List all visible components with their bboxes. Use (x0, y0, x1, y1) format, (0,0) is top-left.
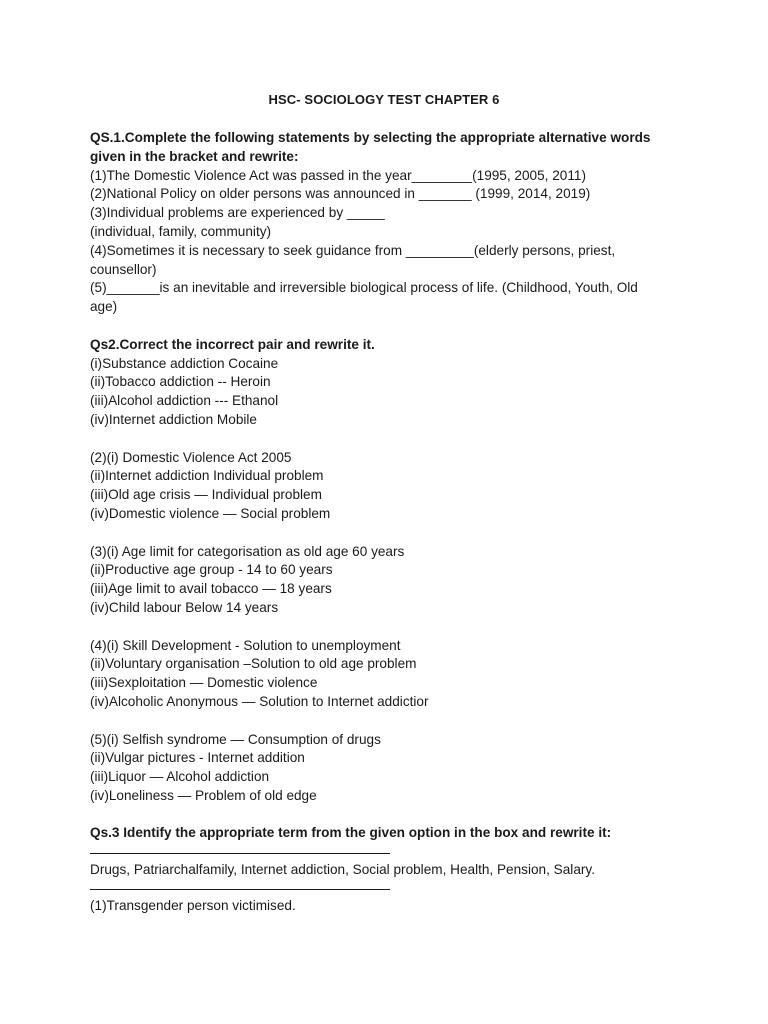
spacer (90, 712, 740, 731)
page-title: HSC- SOCIOLOGY TEST CHAPTER 6 (268, 92, 500, 107)
options-box-top-rule (90, 853, 390, 854)
pair-group-5 (90, 731, 740, 806)
question-3-item: (1)Transgender person victimised. (90, 898, 296, 914)
question-1-line: (individual, family, community) (90, 223, 272, 239)
question-1-line: (1)The Domestic Violence Act was passed in the year________(1995, 2005, 2011) (90, 167, 586, 183)
pair-line: (3)(i) Age limit for categorisation as old age 60 years (90, 543, 405, 559)
pair-line: (iii)Sexploitation — Domestic violence (90, 675, 318, 691)
pair-line: (ii)Voluntary organisation –Solution to old age problem (90, 656, 417, 672)
pair-line: (iv)Alcoholic Anonymous — Solution to Internet addictior (90, 693, 429, 709)
pair-group-1 (90, 355, 740, 430)
pair-line: (iii)Age limit to avail tobacco — 18 years (90, 581, 332, 597)
pair-line: (iii)Old age crisis — Individual problem (90, 487, 322, 503)
spacer (90, 524, 740, 543)
options-box-text: Drugs, Patriarchalfamily, Internet addiction, Social problem, Health, Pension, Salary. (90, 862, 595, 878)
question-1-line: (3)Individual problems are experienced by _____ (90, 205, 385, 221)
pair-line: (ii)Productive age group - 14 to 60 years (90, 562, 333, 578)
question-3-heading: Qs.3 Identify the appropriate term from the given option in the box and rewrite it: (90, 825, 612, 841)
question-1-line: age) (90, 299, 118, 315)
document-body (90, 129, 740, 916)
pair-line: (ii)Internet addiction Individual problem (90, 468, 324, 484)
spacer (90, 618, 740, 637)
pair-group-4 (90, 637, 740, 712)
question-1 (90, 129, 740, 317)
pair-line: (4)(i) Skill Development - Solution to unemployment (90, 637, 401, 653)
pair-group-2 (90, 449, 740, 524)
question-2-heading: Qs2.Correct the incorrect pair and rewrite it. (90, 336, 375, 352)
spacer (90, 317, 740, 336)
pair-line: (ii)Vulgar pictures - Internet addition (90, 750, 305, 766)
spacer (90, 430, 740, 449)
pair-line: (iv)Child labour Below 14 years (90, 599, 279, 615)
question-1-heading-line-2: given in the bracket and rewrite: (90, 148, 299, 164)
question-2 (90, 336, 740, 806)
pair-line: (5)(i) Selfish syndrome — Consumption of drugs (90, 731, 381, 747)
pair-line: (i)Substance addiction Cocaine (90, 355, 279, 371)
question-1-line: counsellor) (90, 261, 157, 277)
pair-line: (2)(i) Domestic Violence Act 2005 (90, 449, 292, 465)
spacer (90, 806, 740, 825)
question-1-heading-line-1: QS.1.Complete the following statements by selecting the appropriate alternative words (90, 130, 651, 145)
options-box-bottom-rule (90, 889, 390, 890)
question-1-line: (5)_______is an inevitable and irreversible biological process of life. (Childhood, Youth, Old (90, 280, 638, 296)
pair-line: (iv)Domestic violence — Social problem (90, 505, 331, 521)
pair-line: (iv)Internet addiction Mobile (90, 411, 257, 427)
pair-line: (iii)Liquor — Alcohol addiction (90, 769, 270, 785)
question-1-line: (2)National Policy on older persons was announced in _______ (1999, 2014, 2019) (90, 186, 591, 202)
question-3 (90, 824, 740, 915)
pair-group-3 (90, 543, 740, 618)
pair-line: (iii)Alcohol addiction --- Ethanol (90, 393, 279, 409)
pair-line: (iv)Loneliness — Problem of old edge (90, 787, 317, 803)
question-1-line: (4)Sometimes it is necessary to seek guidance from _________(elderly persons, priest, (90, 242, 616, 258)
pair-line: (ii)Tobacco addiction -- Heroin (90, 374, 271, 390)
